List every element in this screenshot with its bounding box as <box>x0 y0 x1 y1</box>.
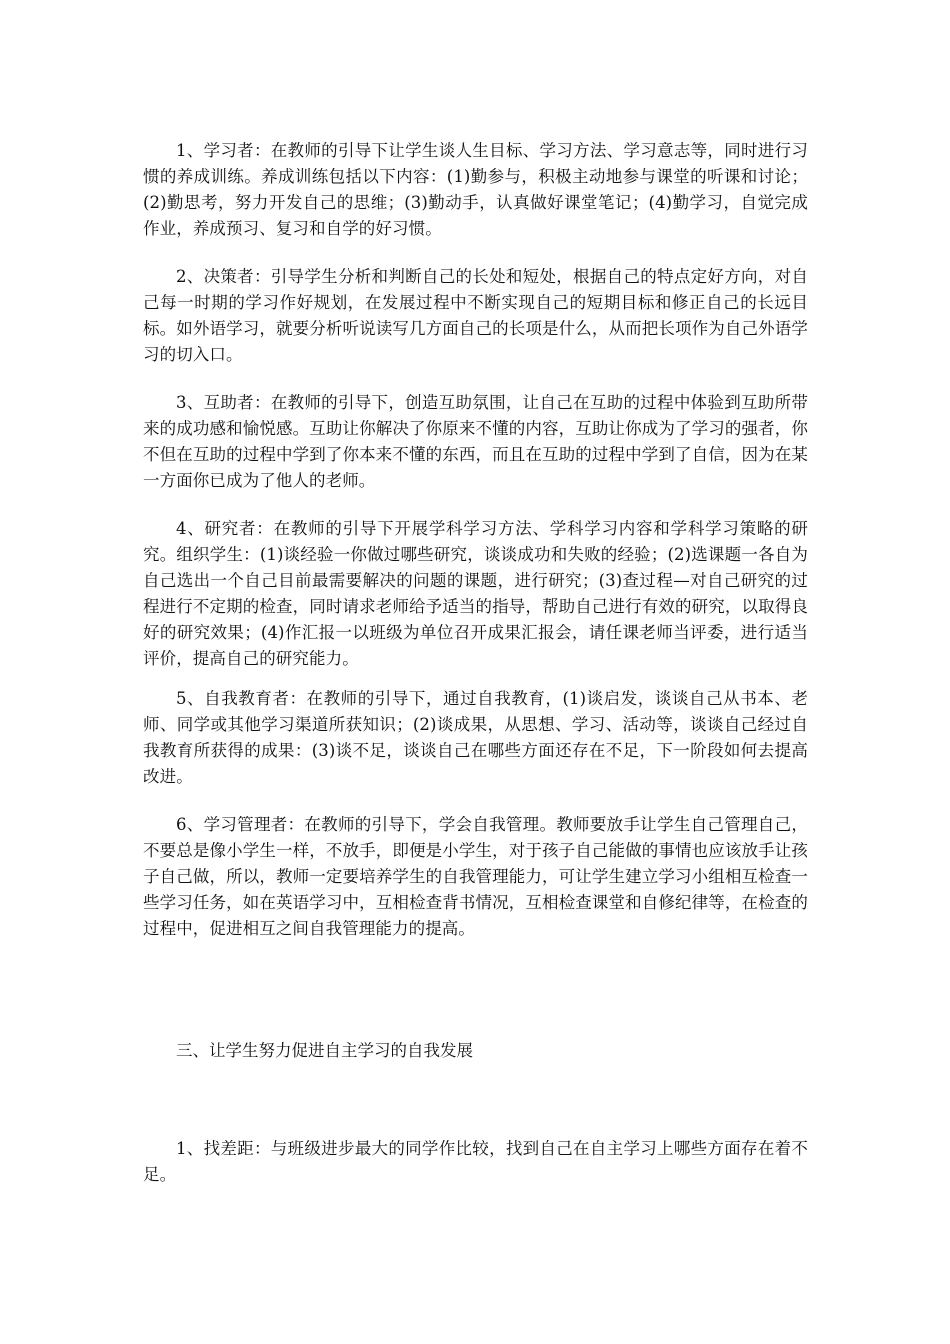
paragraph-learning-manager: 6、学习管理者：在教师的引导下，学会自我管理。教师要放手让学生自己管理自己，不要总是像小学生一样，不放手，即便是小学生，对于孩子自己能做的事情也应该放手让孩子自己做，所以，教师一定要培养学生的自我管理能力，可让学生建立学习小组相互检查一些学习任务，如在英语学习中，互相检查背书情况，互相检查课堂和自修纪律等，在检查的过程中，促进相互之间自我管理能力的提高。 <box>143 815 808 938</box>
paragraph-decision-maker: 2、决策者：引导学生分析和判断自己的长处和短处，根据自己的特点定好方向，对自己每一时期的学习作好规划，在发展过程中不断实现自己的短期目标和修正自己的长远目标。如外语学习，就要分析听说读写几方面自己的长项是什么，从而把长项作为自己外语学习的切入口。 <box>143 267 808 364</box>
section-heading: 三、让学生努力促进自主学习的自我发展 <box>176 1041 473 1060</box>
paragraph-learner: 1、学习者：在教师的引导下让学生谈人生目标、学习方法、学习意志等，同时进行习惯的养成训练。养成训练包括以下内容：(1)勤参与，积极主动地参与课堂的听课和讨论；(2)勤思考，努力开发自己的思维；(3)勤动手，认真做好课堂笔记；(4)勤学习，自觉完成作业，养成预习、复习和自学的好习惯。 <box>143 141 808 238</box>
paragraph-helper: 3、互助者：在教师的引导下，创造互助氛围，让自己在互助的过程中体验到互助所带来的成功感和愉悦感。互助让你解决了你原来不懂的内容，互助让你成为了学习的强者，你不但在互助的过程中学到了你本来不懂的东西，而且在互助的过程中学到了自信，因为在某一方面你已成为了他人的老师。 <box>143 393 808 490</box>
paragraph-self-educator: 5、自我教育者：在教师的引导下，通过自我教育，(1)谈启发，谈谈自己从书本、老师、同学或其他学习渠道所获知识；(2)谈成果，从思想、学习、活动等，谈谈自己经过自我教育所获得的成果：(3)谈不足，谈谈自己在哪些方面还存在不足，下一阶段如何去提高改进。 <box>143 689 808 786</box>
paragraph-find-gap: 1、找差距：与班级进步最大的同学作比较，找到自己在自主学习上哪些方面存在着不足。 <box>143 1139 808 1184</box>
paragraph-researcher: 4、研究者：在教师的引导下开展学科学习方法、学科学习内容和学科学习策略的研究。组织学生：(1)谈经验一你做过哪些研究，谈谈成功和失败的经验；(2)选课题一各自为自己选出一个自己目前最需要解决的问题的课题，进行研究；(3)查过程—对自己研究的过程进行不定期的检查，同时请求老师给予适当的指导，帮助自己进行有效的研究，以取得良好的研究效果；(4)作汇报一以班级为单位召开成果汇报会，请任课老师当评委，进行适当评价，提高自己的研究能力。 <box>143 519 808 668</box>
